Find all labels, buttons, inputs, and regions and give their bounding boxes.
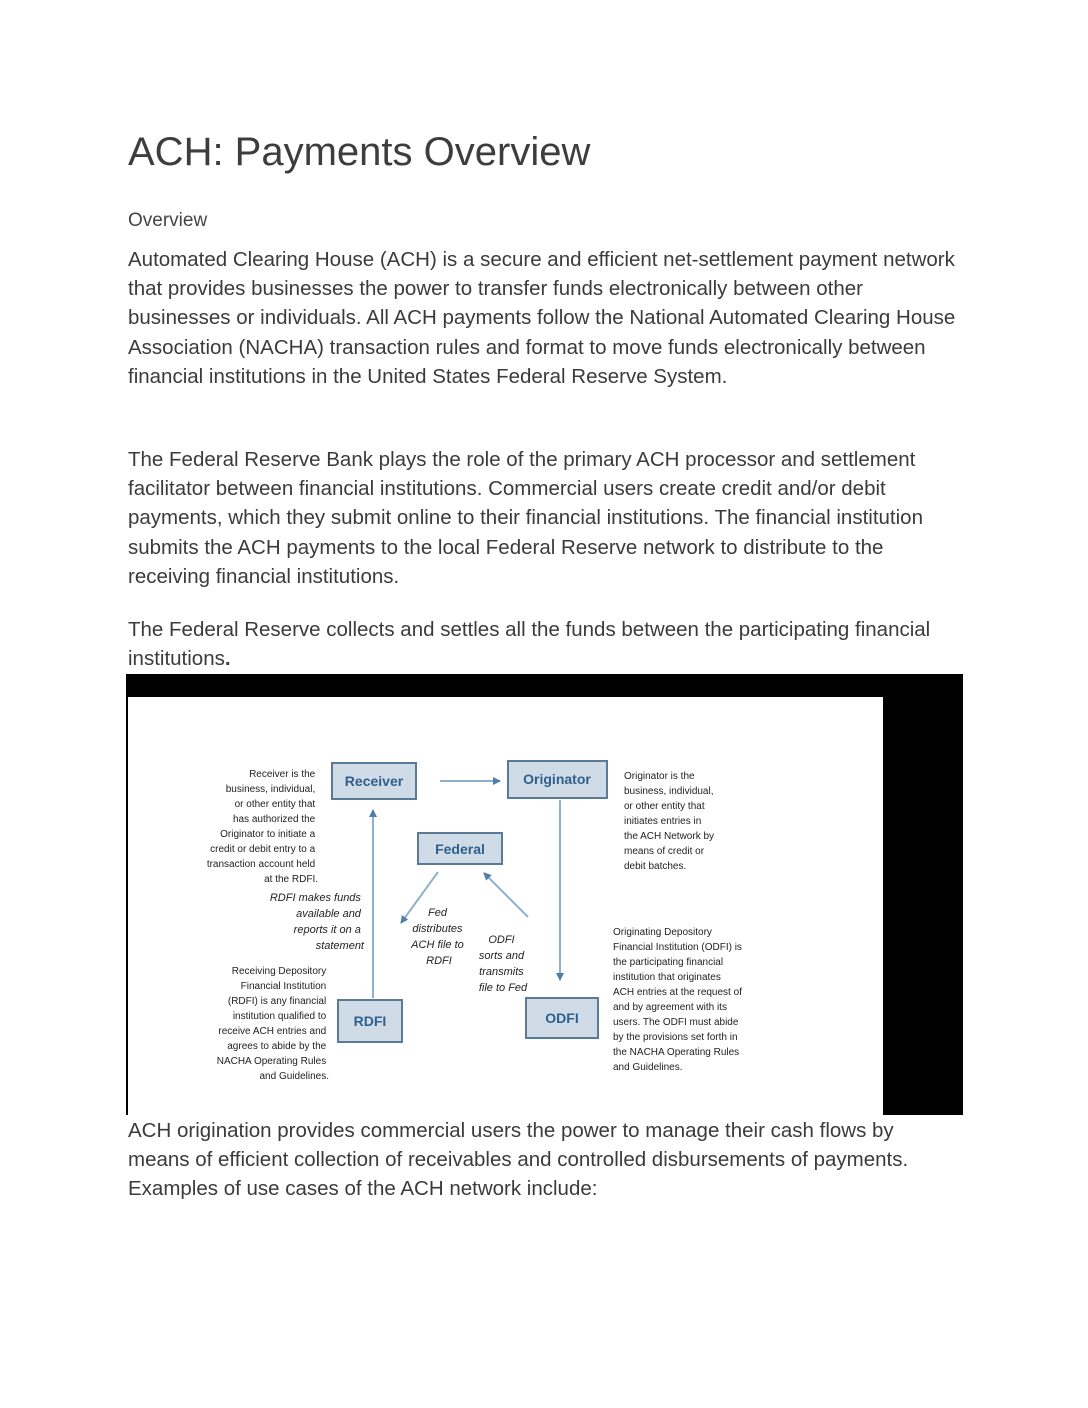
paragraph-federal-reserve-role: The Federal Reserve Bank plays the role of the primary ACH processor and settlement facilitator between financial institutions. Commercial users create credit and/or debit payments, which they submit online to their financial institutions. The financial institution submits the ACH payments to the local Federal Reserve network to distribute to the receiving financial institutions.	[128, 448, 923, 588]
note-rdfi-makes-funds: RDFI makes funds available and reports it on a statement	[269, 892, 364, 952]
node-odfi	[526, 998, 598, 1038]
arrow-odfi-to-federal	[484, 873, 528, 917]
paragraph-fed-settlement	[128, 615, 958, 673]
note-fed-distributes: Fed distributes ACH file to RDFI	[411, 907, 464, 967]
paragraph-ach-intro: Automated Clearing House (ACH) is a secure and efficient net-settlement payment network that provides businesses the power to transfer funds electronically between other businesses or individuals. All ACH payments follow the National Automated Clearing House Association (NACHA) transaction rules and format to move funds electronically between financial institutions in the United States Federal Reserve System.	[128, 248, 956, 388]
ach-diagram-figure	[126, 674, 963, 1115]
node-odfi-label: ODFI	[545, 1010, 579, 1026]
page-title: ACH: Payments Overview	[128, 130, 591, 174]
note-odfi-definition: Originating Depository Financial Institution (ODFI) is the participating financial institution that originates ACH entries at the request of and by agreement with its users. The ODFI must abide by the provisions set forth in the NACHA Operating Rules and Guidelines.	[613, 927, 742, 1073]
note-rdfi-definition: Receiving Depository Financial Institution (RDFI) is any financial institution qualified to receive ACH entries and agrees to abide by the NACHA Operating Rules and Guidelines.	[216, 966, 329, 1082]
node-receiver-label: Receiver	[344, 773, 404, 789]
section-label-overview: Overview	[128, 210, 208, 231]
ach-flow-diagram	[128, 697, 883, 1115]
node-receiver	[332, 763, 416, 799]
paragraph-ach-origination: ACH origination provides commercial users the power to manage their cash flows by means of efficient collection of receivables and controlled disbursements of payments. Examples of use cases of the ACH network include:	[128, 1119, 909, 1201]
node-federal	[418, 833, 502, 864]
node-rdfi-label: RDFI	[353, 1013, 387, 1029]
note-odfi-sorts-transmits: ODFI sorts and transmits file to Fed	[478, 934, 528, 994]
ach-diagram-canvas	[128, 697, 883, 1115]
note-receiver-definition: Receiver is the business, individual, or other entity that has authorized the Originator to initiate a credit or debit entry to a transaction account held at the RDFI.	[206, 769, 318, 885]
note-originator-definition: Originator is the business, individual, or other entity that initiates entries in the ACH Network by means of credit or debit batches.	[624, 771, 715, 872]
paragraph-fed-settlement-text: The Federal Reserve collects and settles all the funds between the participating financial institutions	[128, 618, 931, 671]
node-rdfi	[338, 1000, 402, 1042]
node-federal-label: Federal	[435, 841, 485, 857]
node-originator	[508, 761, 607, 798]
node-originator-label: Originator	[523, 771, 591, 787]
paragraph-fed-settlement-period: .	[224, 647, 231, 671]
